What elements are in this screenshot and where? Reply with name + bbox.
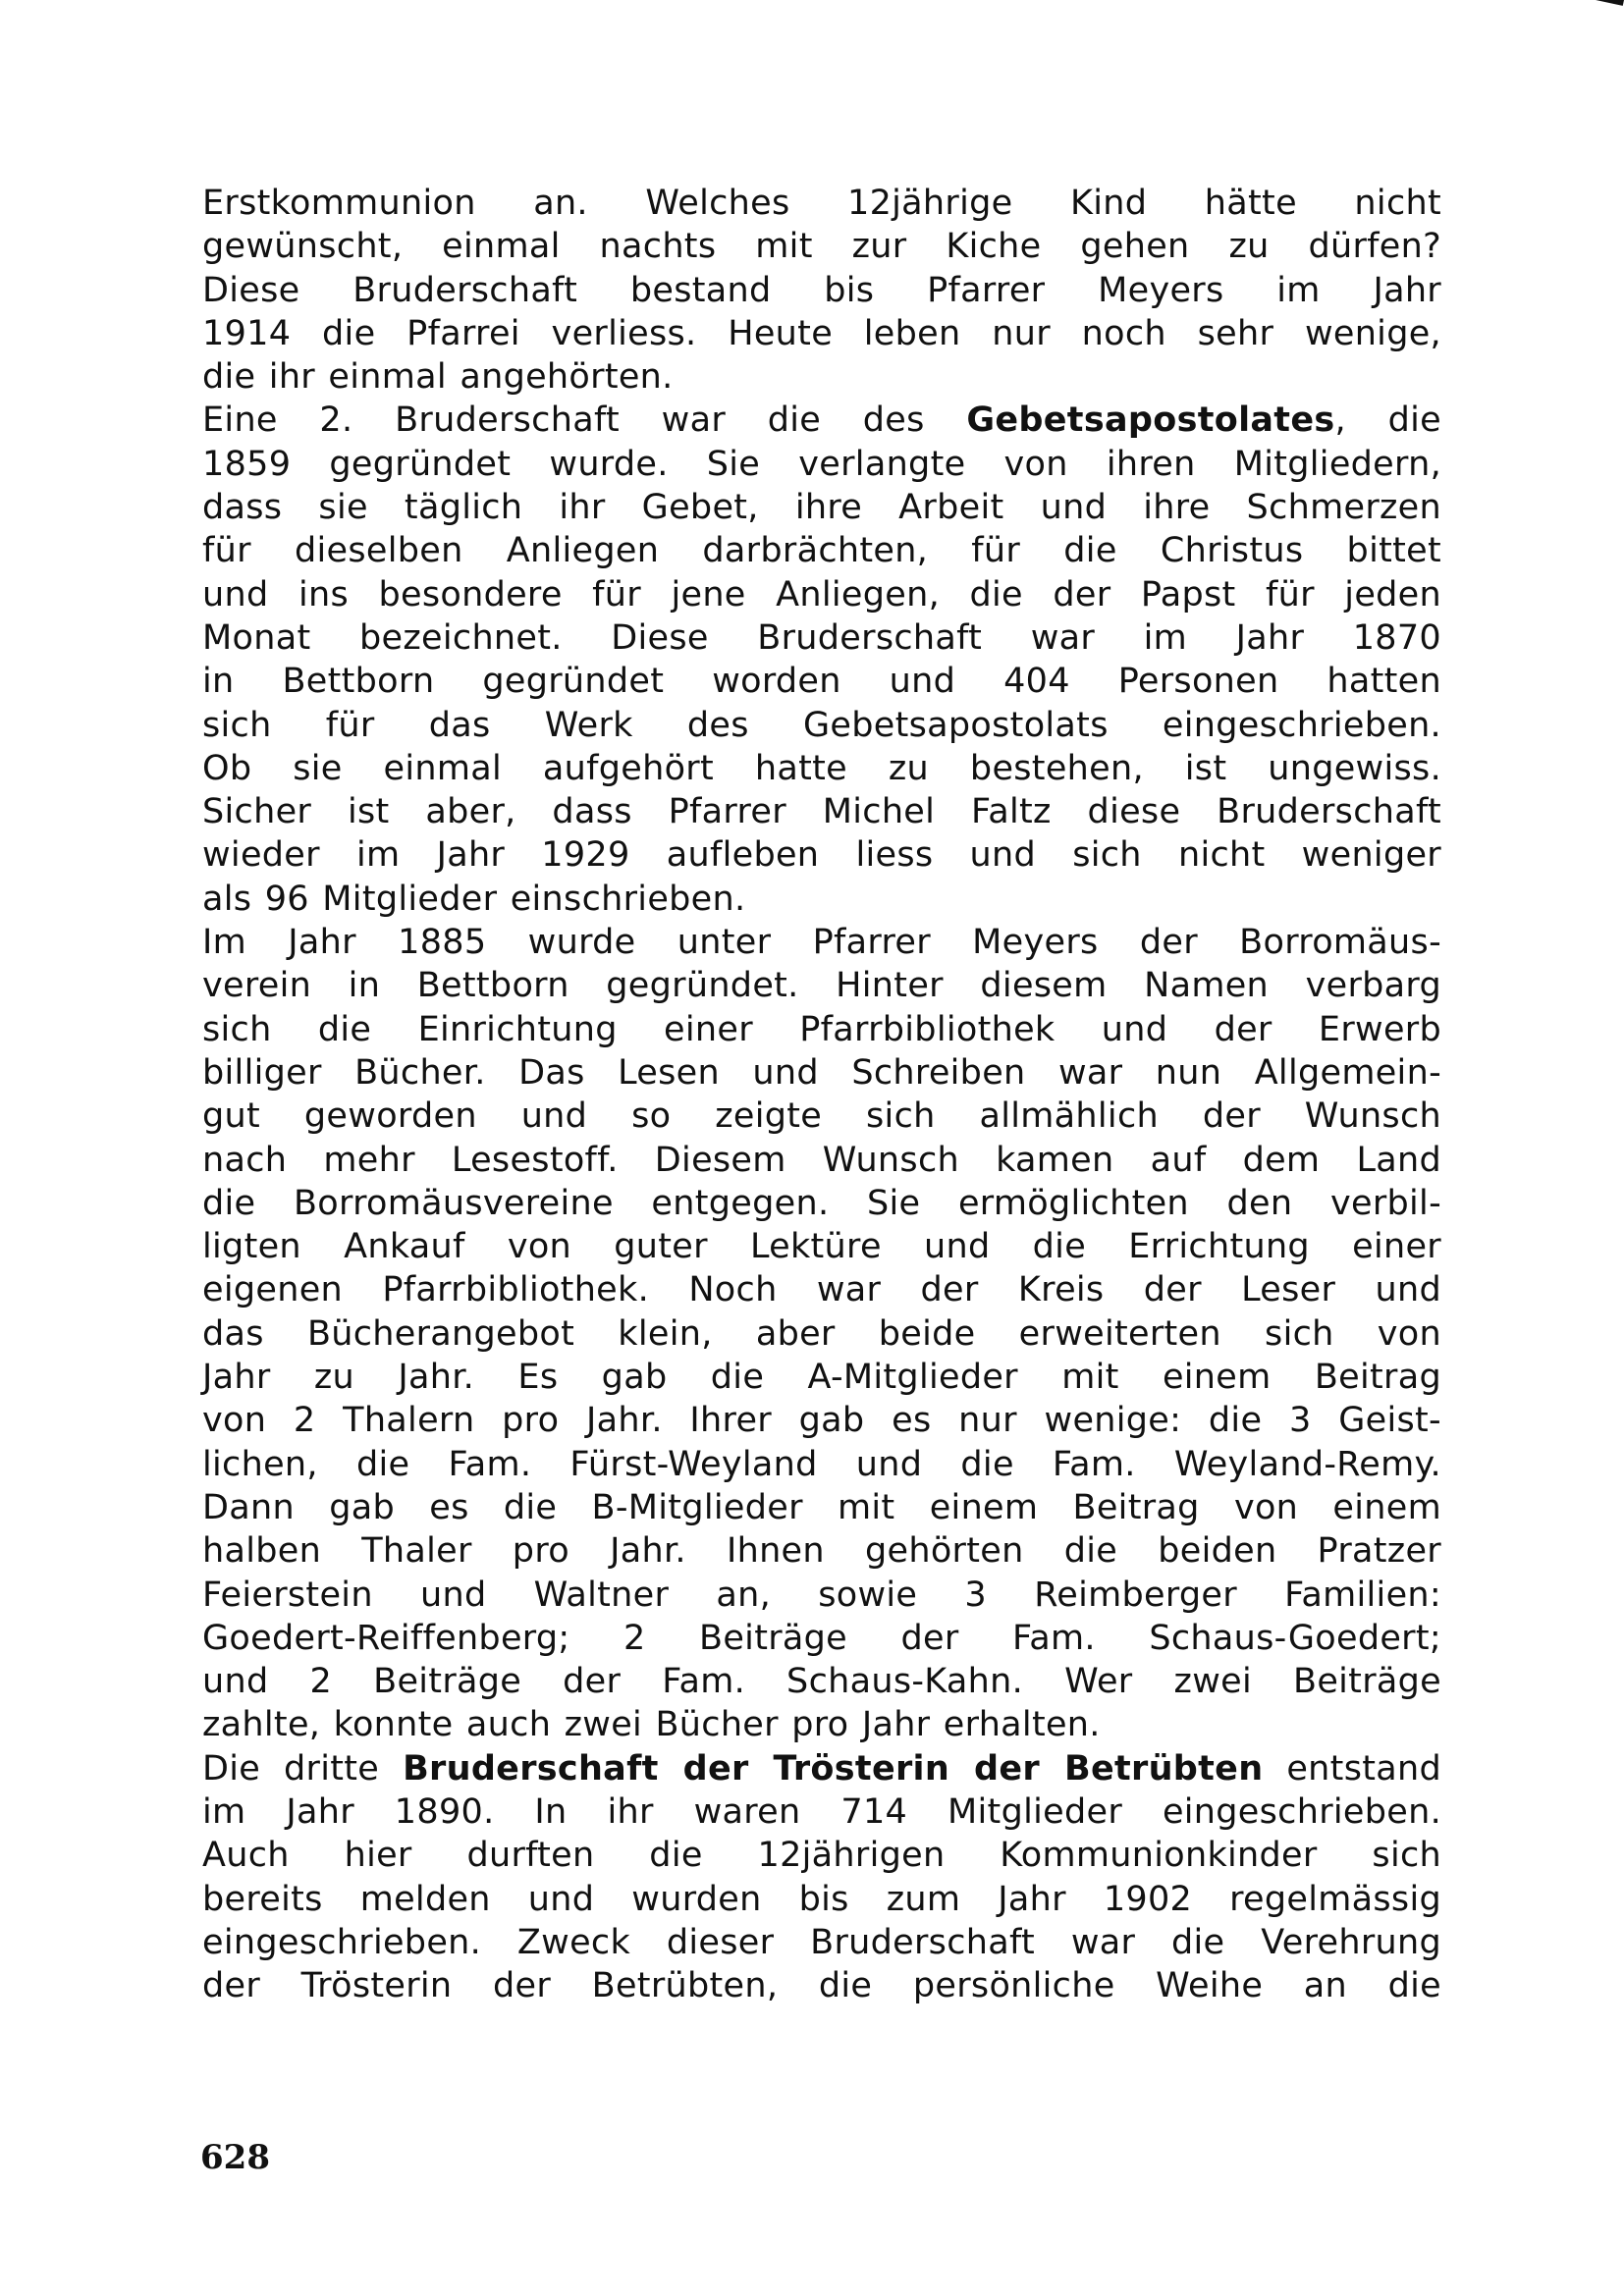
text-line: sich die Einrichtung einer Pfarrbibliothek und der Erwerb — [202, 1009, 1441, 1049]
bold-heading-term: Gebetsapostolates — [966, 400, 1335, 441]
text-line: gewünscht, einmal nachts mit zur Kiche gehen zu dürfen? — [202, 227, 1441, 267]
text-line: für dieselben Anliegen darbrächten, für die Christus bittet — [202, 531, 1441, 571]
text-line: in Bettborn gegründet worden und 404 Personen hatten — [202, 662, 1441, 702]
text-line: Feierstein und Waltner an, sowie 3 Reimberger Familien: — [202, 1575, 1441, 1615]
text-segment: , die — [1334, 400, 1441, 441]
text-line: verein in Bettborn gegründet. Hinter diesem Namen verbarg — [202, 966, 1441, 1006]
text-line: Monat bezeichnet. Diese Bruderschaft war im Jahr 1870 — [202, 617, 1441, 658]
text-segment: Die dritte — [202, 1748, 404, 1789]
text-line: eingeschrieben. Zweck dieser Bruderschaft war die Verehrung — [202, 1922, 1441, 1962]
text-line: lichen, die Fam. Fürst-Weyland und die Fam. Weyland-Remy. — [202, 1444, 1441, 1484]
text-line: als 96 Mitglieder einschrieben. — [202, 879, 746, 919]
text-line: wieder im Jahr 1929 aufleben liess und sich nicht weniger — [202, 835, 1441, 876]
text-line — [202, 399, 1441, 442]
text-line: nach mehr Lesestoff. Diesem Wunsch kamen auf dem Land — [202, 1140, 1441, 1180]
text-line: und 2 Beiträge der Fam. Schaus-Kahn. Wer zwei Beiträge — [202, 1662, 1441, 1702]
text-line: die ihr einmal angehörten. — [202, 357, 674, 398]
text-line — [202, 1747, 1441, 1790]
text-line: das Bücherangebot klein, aber beide erweiterten sich von — [202, 1313, 1441, 1354]
text-line: Diese Bruderschaft bestand bis Pfarrer Meyers im Jahr — [202, 270, 1441, 310]
scan-corner-mark — [1575, 0, 1624, 6]
text-line: der Trösterin der Betrübten, die persönliche Weihe an die — [202, 1966, 1441, 2006]
text-segment: Eine 2. Bruderschaft war die des — [202, 400, 967, 441]
text-line: ligten Ankauf von guter Lektüre und die Errichtung einer — [202, 1227, 1441, 1267]
text-line: eigenen Pfarrbibliothek. Noch war der Kreis der Leser und — [202, 1270, 1441, 1310]
bold-heading-term: Bruderschaft der Trösterin der Betrübten — [403, 1748, 1264, 1789]
text-line: von 2 Thalern pro Jahr. Ihrer gab es nur wenige: die 3 Geist- — [202, 1401, 1441, 1441]
text-line: Sicher ist aber, dass Pfarrer Michel Faltz diese Bruderschaft — [202, 792, 1441, 832]
text-line: Jahr zu Jahr. Es gab die A-Mitglieder mit einem Beitrag — [202, 1358, 1441, 1398]
text-segment: entstand — [1263, 1748, 1441, 1789]
text-line: bereits melden und wurden bis zum Jahr 1902 regelmässig — [202, 1879, 1441, 1919]
text-line: Dann gab es die B-Mitglieder mit einem Beitrag von einem — [202, 1487, 1441, 1527]
text-line: dass sie täglich ihr Gebet, ihre Arbeit und ihre Schmerzen — [202, 488, 1441, 528]
text-line: billiger Bücher. Das Lesen und Schreiben war nun Allgemein- — [202, 1052, 1441, 1093]
text-line: und ins besondere für jene Anliegen, die der Papst für jeden — [202, 574, 1441, 614]
text-line: 1859 gegründet wurde. Sie verlangte von ihren Mitgliedern, — [202, 444, 1441, 484]
text-line: gut geworden und so zeigte sich allmählich der Wunsch — [202, 1096, 1441, 1137]
text-line: 1914 die Pfarrei verliess. Heute leben nur noch sehr wenige, — [202, 313, 1441, 353]
page-body-text — [202, 182, 1441, 2007]
text-line: zahlte, konnte auch zwei Bücher pro Jahr erhalten. — [202, 1705, 1101, 1745]
text-line: halben Thaler pro Jahr. Ihnen gehörten die beiden Pratzer — [202, 1531, 1441, 1572]
text-line: Auch hier durften die 12jährigen Kommunionkinder sich — [202, 1836, 1441, 1876]
text-line: Goedert-Reiffenberg; 2 Beiträge der Fam. Schaus-Goedert; — [202, 1618, 1441, 1658]
text-line: die Borromäusvereine entgegen. Sie ermöglichten den verbil- — [202, 1183, 1441, 1223]
text-line: Erstkommunion an. Welches 12jährige Kind hätte nicht — [202, 184, 1441, 223]
text-line: Ob sie einmal aufgehört hatte zu bestehen, ist ungewiss. — [202, 748, 1441, 788]
text-line: sich für das Werk des Gebetsapostolats eingeschrieben. — [202, 705, 1441, 745]
text-line: Im Jahr 1885 wurde unter Pfarrer Meyers der Borromäus- — [202, 923, 1441, 963]
text-line: im Jahr 1890. In ihr waren 714 Mitglieder eingeschrieben. — [202, 1791, 1441, 1832]
page-number: 628 — [200, 2138, 270, 2177]
